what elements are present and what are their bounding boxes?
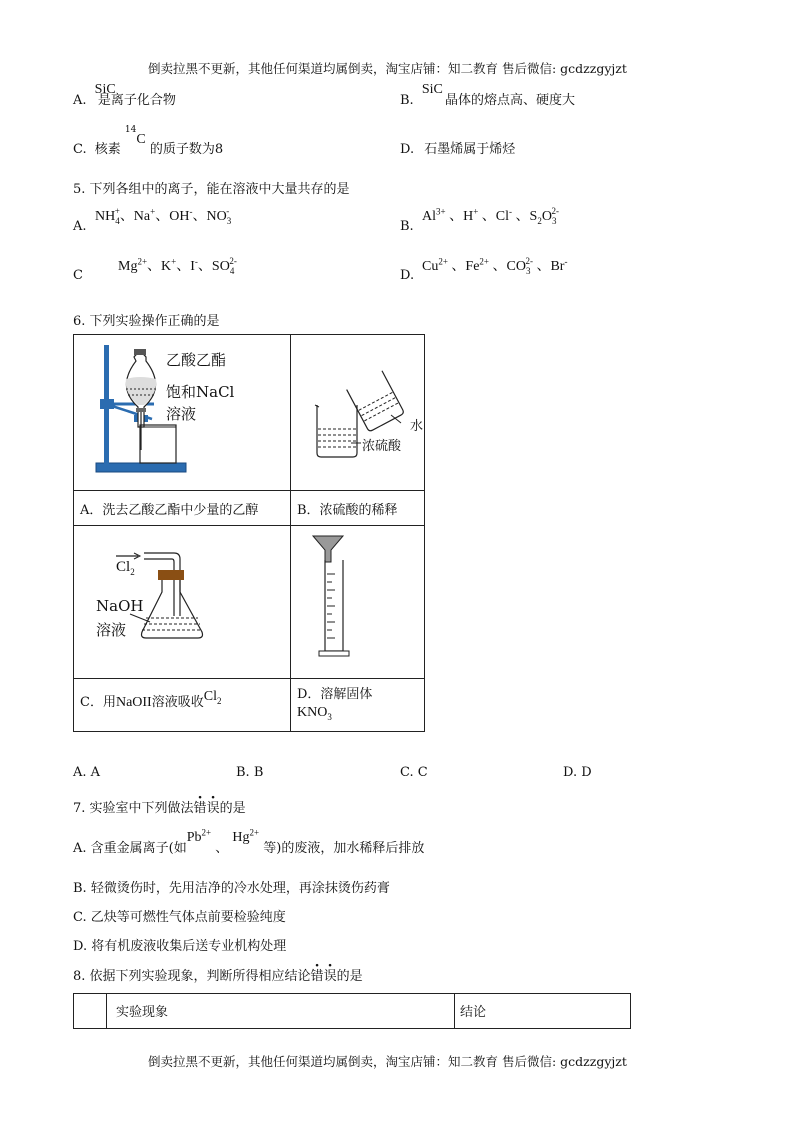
q8-stem: 8. 依据下列实验现象，判断所得相应结论错误的是 — [73, 969, 363, 984]
q6-option-a: A. A — [73, 765, 101, 780]
q6-caption-c: C．用NaOII溶液吸收$Cl_2$ — [80, 689, 222, 710]
page-footer: 倒卖拉黑不更新，其他任何渠道均属倒卖，淘宝店铺：知二教育 售后微信: gcdzzgyjzt — [148, 1054, 627, 1069]
q7-option-a: A. 含重金属离子(如$Pb^{2+}$ 、 $Hg^{2+}$ 等)的废液，加水稀释后排放 — [73, 827, 425, 856]
q7-option-c: C. 乙炔等可燃性气体点前要检验纯度 — [73, 910, 286, 925]
fig-c-label-cl2: $Cl_2$ — [116, 559, 135, 577]
option-label: D. — [400, 142, 415, 157]
q6-option-c: C. C — [400, 765, 428, 780]
q5-option-c-label: C — [73, 268, 83, 283]
q6-option-d: D. D — [563, 765, 592, 780]
q5-option-a-label: A. — [73, 219, 87, 234]
q4-option-a — [73, 82, 176, 108]
option-text: 是离子化合物 — [97, 93, 176, 108]
q5-stem: 5. 下列各组中的离子，能在溶液中大量共存的是 — [73, 182, 350, 197]
fig-acid-dilution — [291, 335, 425, 490]
q6-caption-d: D．溶解固体 $KNO_3$ — [297, 687, 373, 722]
option-text: 晶体的熔点高、硬度大 — [444, 93, 575, 108]
q6-caption-b: B．浓硫酸的稀释 — [297, 503, 398, 518]
q8-col-conclusion: 结论 — [460, 1005, 487, 1020]
element-c: C — [136, 132, 146, 147]
option-text: 石墨烯属于烯烃 — [424, 142, 516, 157]
option-label: C. — [73, 142, 87, 157]
fig-c-label-solution: 溶液 — [96, 621, 127, 639]
fig-a-label-solution: 溶液 — [166, 405, 197, 423]
option-text-pre: 核素 — [94, 142, 121, 157]
q6-caption-a: A．洗去乙酸乙酯中少量的乙醇 — [80, 503, 259, 518]
q5-option-c-ions: $Mg^{2+}$、K+、I-、$SO_4^{2-}$ — [118, 256, 237, 276]
q5-option-b-ions: $Al^{3+}$ 、H+ 、Cl- 、$S_2O_3^{2-}$ — [422, 206, 559, 226]
option-text: 的质子数为8 — [149, 142, 224, 157]
fig-b-label-water: 水 — [410, 419, 424, 434]
formula-sic: SiC — [94, 82, 116, 97]
q4-option-d — [400, 138, 515, 157]
q8-col-phenomenon: 实验现象 — [116, 1005, 169, 1020]
fig-a-label-nacl: 饱和NaCl — [166, 383, 235, 401]
q5-option-b-label: B. — [400, 219, 414, 234]
formula-sic: SiC — [421, 82, 443, 97]
option-label: B. — [400, 93, 414, 108]
fig-c-label-naoh: NaOH — [96, 597, 144, 615]
q7-stem: 7. 实验室中下列做法错误的是 — [73, 801, 246, 816]
fig-a-label-ester: 乙酸乙酯 — [166, 351, 227, 369]
fig-graduated-cylinder — [291, 526, 425, 678]
q5-option-d-ions: $Cu^{2+}$ 、$Fe^{2+}$ 、$CO_3^{2-}$ 、Br- — [422, 256, 568, 276]
q5-option-a-ions: $NH_4^+$、Na+、OH-、$NO_3^-$ — [95, 206, 232, 226]
q7-option-d: D. 将有机废液收集后送专业机构处理 — [73, 939, 287, 954]
fig-b-label-acid: 浓硫酸 — [362, 439, 402, 454]
page-header: 倒卖拉黑不更新，其他任何渠道均属倒卖，淘宝店铺：知二教育 售后微信: gcdzzgyjzt — [148, 61, 627, 76]
q4-option-c — [73, 124, 224, 157]
q7-option-b: B. 轻微烫伤时，先用洁净的冷水处理，再涂抹烫伤药膏 — [73, 881, 390, 896]
q6-stem: 6. 下列实验操作正确的是 — [73, 314, 220, 329]
q4-option-b — [400, 82, 575, 108]
q6-figure-table — [73, 334, 425, 732]
q8-table — [73, 993, 631, 1029]
q6-option-b: B. B — [236, 765, 264, 780]
option-label: A. — [73, 93, 87, 108]
mass-number: 14 — [124, 124, 137, 135]
q5-option-d-label: D. — [400, 268, 415, 283]
